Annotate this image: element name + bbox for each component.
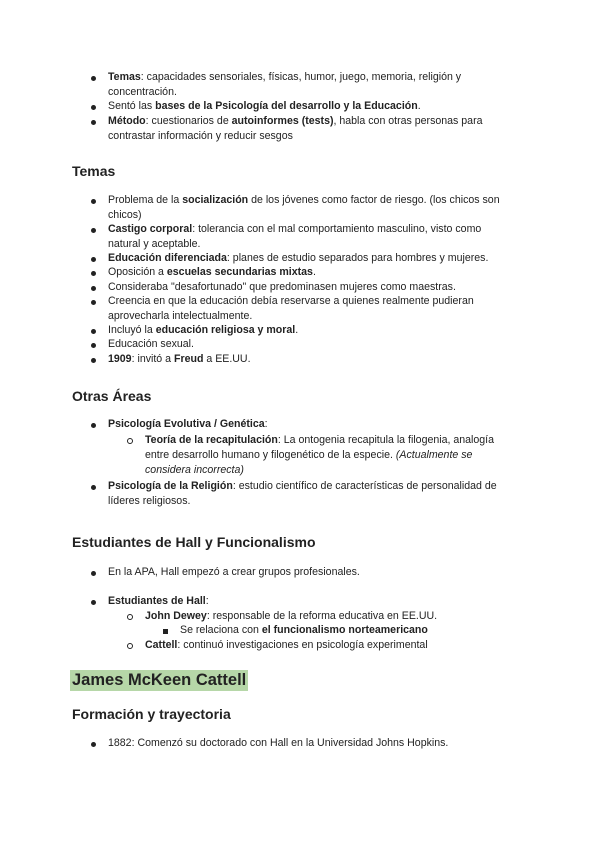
section-heading-estudiantes: Estudiantes de Hall y Funcionalismo [72,534,316,550]
intro-item-1: Temas: capacidades sensoriales, físicas, humor, juego, memoria, religión y [108,71,462,83]
otras-sub-item-1: Teoría de la recapitulación: La ontogenia recapitula la filogenia, analogía [145,434,495,446]
temas-item-2: Castigo corporal: tolerancia con el mal comportamiento masculino, visto como [108,223,482,235]
temas-item-6-cont: aprovecharla intelectualmente. [108,310,253,322]
bullet [91,286,96,291]
intro-item-3: Método: cuestionarios de autoinformes (tests), habla con otras personas para [108,115,483,127]
temas-item-5: Consideraba "desafortunado" que predominasen mujeres como maestras. [108,281,456,293]
temas-item-4: Oposición a escuelas secundarias mixtas. [108,266,316,278]
bullet [91,228,96,233]
otras-item-2: Psicología de la Religión: estudio científico de características de personalidad de [108,480,497,492]
temas-item-2-cont: natural y aceptable. [108,238,201,250]
bullet [91,742,96,747]
bullet [127,643,133,649]
intro-item-1-cont: concentración. [108,86,177,98]
bullet [91,105,96,110]
bullet [163,629,168,634]
subheading-formacion: Formación y trayectoria [72,706,231,722]
estudiantes-de-hall: Estudiantes de Hall: [108,595,209,607]
temas-item-7: Incluyó la educación religiosa y moral. [108,324,299,336]
estudiantes-apa: En la APA, Hall empezó a crear grupos profesionales. [108,566,360,578]
bullet [91,300,96,305]
otras-item-2-cont: líderes religiosos. [108,495,191,507]
temas-item-1: Problema de la socialización de los jóvenes como factor de riesgo. (los chicos son [108,194,500,206]
bullet [91,120,96,125]
bullet [91,329,96,334]
temas-item-1-cont: chicos) [108,209,142,221]
section-heading-temas: Temas [72,163,116,179]
bullet [91,257,96,262]
bullet [91,199,96,204]
bullet [91,343,96,348]
estudiantes-funcionalismo: Se relaciona con el funcionalismo norteamericano [180,624,428,636]
bullet [91,571,96,576]
intro-item-2: Sentó las bases de la Psicología del desarrollo y la Educación. [108,100,421,112]
bullet [91,76,96,81]
bullet [91,423,96,428]
temas-item-9: 1909: invitó a Freud a EE.UU. [108,353,251,365]
otras-item-1: Psicología Evolutiva / Genética: [108,418,268,430]
estudiantes-cattell: Cattell: continuó investigaciones en psicología experimental [145,639,428,651]
section-heading-otras-areas: Otras Áreas [72,388,152,404]
bullet [91,358,96,363]
temas-item-8: Educación sexual. [108,338,194,350]
intro-item-3-cont: contrastar información y reducir sesgos [108,130,293,142]
jmc-item-1: 1882: Comenzó su doctorado con Hall en la Universidad Johns Hopkins. [108,737,449,749]
estudiantes-dewey: John Dewey: responsable de la reforma educativa en EE.UU. [145,610,438,622]
bullet [91,600,96,605]
bullet [91,485,96,490]
temas-item-3: Educación diferenciada: planes de estudio separados para hombres y mujeres. [108,252,489,264]
temas-item-6: Creencia en que la educación debía reservarse a quienes realmente pudieran [108,295,474,307]
bullet [127,438,133,444]
otras-sub-item-1-cont: entre desarrollo humano y filogenético de la especie. (Actualmente se [145,449,473,461]
section-heading-james-mckeen-cattell: James McKeen Cattell [72,671,247,689]
bullet [91,271,96,276]
otras-sub-item-1-cont2: considera incorrecta) [145,464,244,476]
bullet [127,614,133,620]
